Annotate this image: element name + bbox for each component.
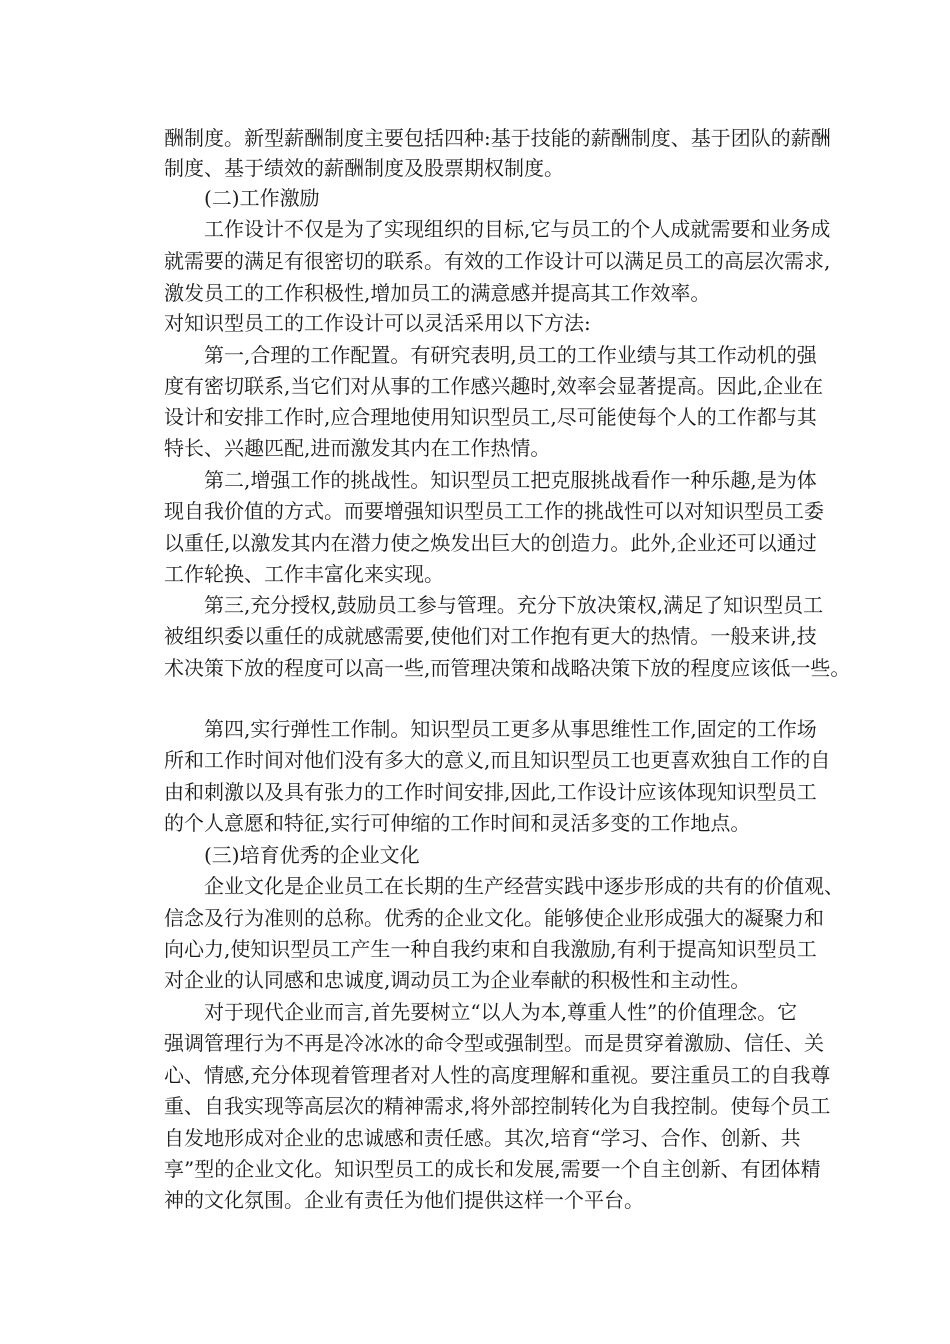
text-line: 自发地形成对企业的忠诚感和责任感。其次,培育“学习、合作、创新、共 bbox=[164, 1126, 801, 1150]
text-line: 被组织委以重任的成就感需要,使他们对工作抱有更大的热情。一般来讲,技 bbox=[164, 624, 817, 648]
text-line: 制度、基于绩效的薪酬制度及股票期权制度。 bbox=[164, 156, 564, 180]
text-line: 现自我价值的方式。而要增强知识型员工工作的挑战性可以对知识型员工委 bbox=[164, 499, 824, 523]
text-line: 以重任,以激发其内在潜力使之焕发出巨大的创造力。此外,企业还可以通过 bbox=[164, 531, 817, 555]
text-line: 第一,合理的工作配置。有研究表明,员工的工作业绩与其工作动机的强 bbox=[204, 343, 817, 367]
section-heading: (三)培育优秀的企业文化 bbox=[204, 843, 420, 867]
text-line: 工作设计不仅是为了实现组织的目标,它与员工的个人成就需要和业务成 bbox=[204, 217, 831, 241]
text-line: 对知识型员工的工作设计可以灵活采用以下方法: bbox=[164, 311, 591, 335]
text-line: 向心力,使知识型员工产生一种自我约束和自我激励,有利于提高知识型员工 bbox=[164, 937, 817, 961]
text-line: 心、情感,充分体现着管理者对人性的高度理解和重视。要注重员工的自我尊 bbox=[164, 1063, 831, 1087]
text-line: 术决策下放的程度可以高一些,而管理决策和战略决策下放的程度应该低一些。 bbox=[164, 656, 851, 680]
text-line: 重、自我实现等高层次的精神需求,将外部控制转化为自我控制。使每个员工 bbox=[164, 1094, 831, 1118]
text-line: 度有密切联系,当它们对从事的工作感兴趣时,效率会显著提高。因此,企业在 bbox=[164, 374, 824, 398]
text-line: 强调管理行为不再是冷冰冰的命令型或强制型。而是贯穿着激励、信任、关 bbox=[164, 1031, 824, 1055]
text-line: 由和刺激以及具有张力的工作时间安排,因此,工作设计应该体现知识型员工 bbox=[164, 780, 817, 804]
text-line: 对企业的认同感和忠诚度,调动员工为企业奉献的积极性和主动性。 bbox=[164, 968, 751, 992]
text-line: 设计和安排工作时,应合理地使用知识型员工,尽可能使每个人的工作都与其 bbox=[164, 405, 817, 429]
text-line: 特长、兴趣匹配,进而激发其内在工作热情。 bbox=[164, 436, 551, 460]
text-line: 酬制度。新型薪酬制度主要包括四种:基于技能的薪酬制度、基于团队的薪酬 bbox=[164, 126, 831, 150]
text-line: 信念及行为准则的总称。优秀的企业文化。能够使企业形成强大的凝聚力和 bbox=[164, 906, 824, 930]
text-line: 第三,充分授权,鼓励员工参与管理。充分下放决策权,满足了知识型员工 bbox=[204, 593, 824, 617]
text-line: 激发员工的工作积极性,增加员工的满意感并提高其工作效率。 bbox=[164, 281, 711, 305]
text-line: 神的文化氛围。企业有责任为他们提供这样一个平台。 bbox=[164, 1188, 644, 1212]
text-line: 的个人意愿和特征,实行可伸缩的工作时间和灵活多变的工作地点。 bbox=[164, 811, 751, 835]
text-line: 企业文化是企业员工在长期的生产经营实践中逐步形成的共有的价值观、 bbox=[204, 874, 844, 898]
text-line: 第四,实行弹性工作制。知识型员工更多从事思维性工作,固定的工作场 bbox=[204, 717, 817, 741]
text-line: 就需要的满足有很密切的联系。有效的工作设计可以满足员工的高层次需求, bbox=[164, 249, 831, 273]
text-line: 对于现代企业而言,首先要树立“以人为本,尊重人性”的价值理念。它 bbox=[204, 1000, 798, 1024]
text-line: 工作轮换、工作丰富化来实现。 bbox=[164, 562, 444, 586]
text-line: 享”型的企业文化。知识型员工的成长和发展,需要一个自主创新、有团体精 bbox=[164, 1157, 821, 1181]
section-heading: (二)工作激励 bbox=[204, 186, 320, 210]
text-line: 第二,增强工作的挑战性。知识型员工把克服挑战看作一种乐趣,是为体 bbox=[204, 468, 817, 492]
text-line: 所和工作时间对他们没有多大的意义,而且知识型员工也更喜欢独自工作的自 bbox=[164, 748, 831, 772]
